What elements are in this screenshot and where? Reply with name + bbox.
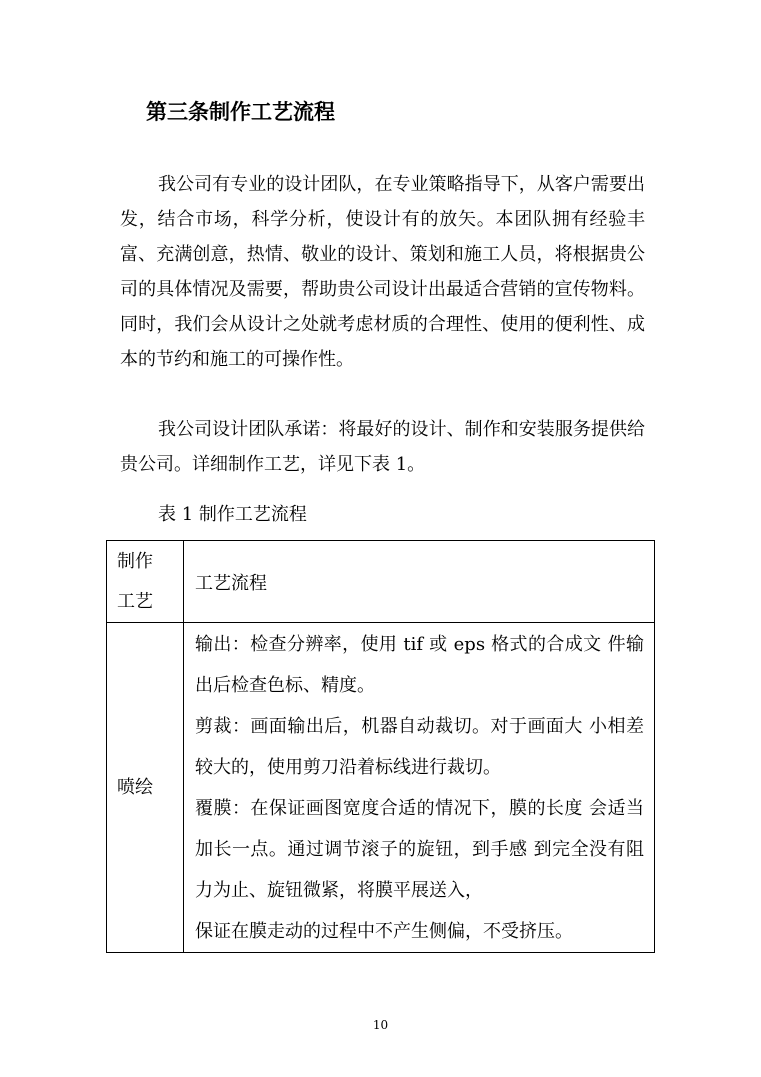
step-output: 输出：检查分辨率，使用 tif 或 eps 格式的合成文 件输出后检查色标、精度。 <box>195 633 644 696</box>
table-caption: 表 1 制作工艺流程 <box>158 504 307 525</box>
header-craft-line1: 制作 <box>117 550 153 572</box>
header-process-label: 工艺流程 <box>195 572 267 594</box>
section-heading: 第三条制作工艺流程 <box>146 100 335 124</box>
page-number: 10 <box>372 1018 389 1032</box>
craft-label: 喷绘 <box>117 776 153 798</box>
process-steps-cell <box>184 623 655 953</box>
table-header-row <box>107 541 655 623</box>
header-craft-line2: 工艺 <box>117 590 153 612</box>
header-process-cell <box>184 541 655 623</box>
craft-cell <box>107 623 184 953</box>
step-laminating: 覆膜：在保证画图宽度合适的情况下，膜的长度 会适当加长一点。通过调节滚子的旋钮，到手感 到完全没有阻力为止、旋钮微紧，将膜平展送入， <box>195 797 644 901</box>
step-cutting: 剪裁：画面输出后，机器自动裁切。对于画面大 小相差较大的，使用剪刀沿着标线进行裁切。 <box>195 715 644 778</box>
step-laminating-note: 保证在膜走动的过程中不产生侧偏，不受挤压。 <box>195 920 573 942</box>
process-table <box>106 540 655 953</box>
intro-paragraph: 我公司有专业的设计团队，在专业策略指导下，从客户需要出发，结合市场，科学分析，使设计有的放矢。本团队拥有经验丰富、充满创意，热情、敬业的设计、策划和施工人员，将根据贵公司的具体情况及需要，帮助贵公司设计出最适合营销的宣传物料。同时，我们会从设计之处就考虑材质的合理性、使用的便利性、成本的节约和施工的可操作性。 <box>120 174 645 370</box>
header-craft-cell <box>107 541 184 623</box>
commitment-paragraph: 我公司设计团队承诺：将最好的设计、制作和安装服务提供给贵公司。详细制作工艺，详见下表 1。 <box>120 419 645 475</box>
table-row <box>107 623 655 953</box>
